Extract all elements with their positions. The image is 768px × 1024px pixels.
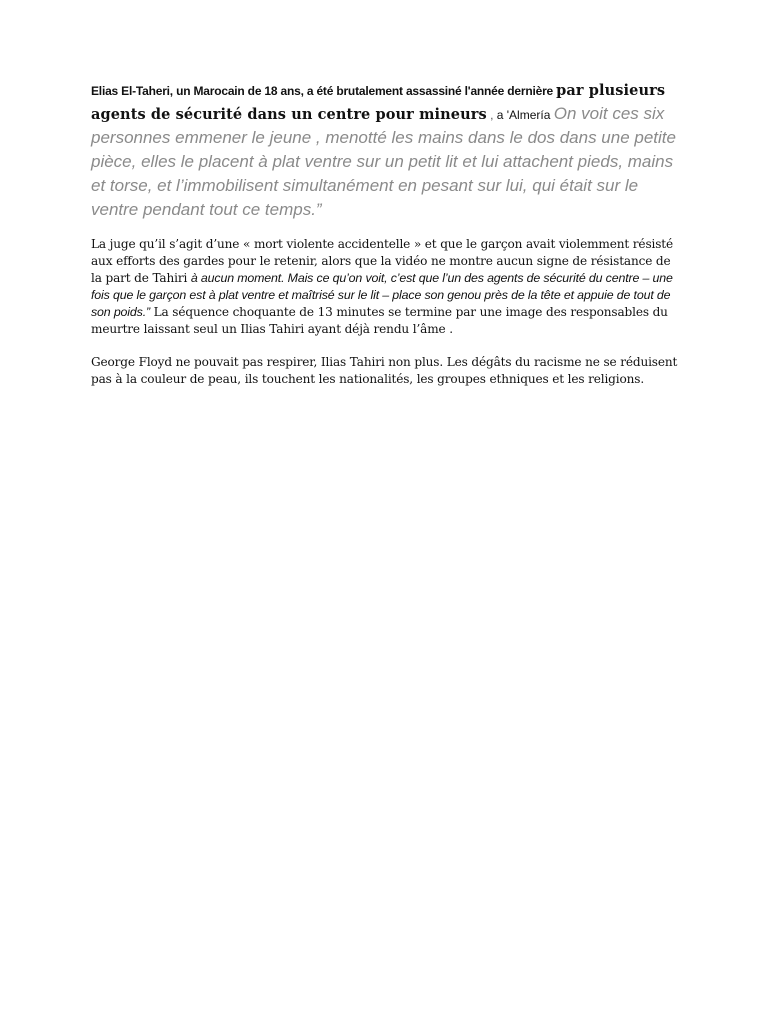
judge-text-2: La séquence choquante de 13 minutes se termine par une image des responsables du meurtre laissant seul un Ilias Tahiri ayant déjà rendu l’âme . xyxy=(91,305,668,336)
intro-location: a 'Almería xyxy=(496,108,554,122)
document-page xyxy=(91,80,681,388)
judge-text-1: La juge qu’il s’agit d’une « mort violente accidentelle » et que le garçon avait violemment résisté aux efforts des gardes pour le retenir, alors que la vidéo ne montre aucun signe de résistance de la part de Tahiri xyxy=(91,237,673,285)
paragraph-conclusion xyxy=(91,354,681,388)
paragraph-intro xyxy=(91,80,681,222)
paragraph-judge xyxy=(91,236,681,338)
intro-bold-text: par plusieurs agents de sécurité dans un centre pour mineurs xyxy=(91,82,666,123)
intro-lead-text: Elias El-Taheri, un Marocain de 18 ans, a été brutalement assassiné l'année dernière xyxy=(91,84,557,98)
judge-italic-quote: à aucun moment. Mais ce qu’on voit, c’est que l’un des agents de sécurité du centre – une fois que le garçon est à plat ventre et maîtrisé sur le lit – place son genou près de la tête et appuie de tout de son poids.” xyxy=(91,271,673,319)
intro-separator: , xyxy=(486,108,497,122)
intro-quote: On voit ces six personnes emmener le jeune , menotté les mains dans le dos dans une petite pièce, elles le placent à plat ventre sur un petit lit et lui attachent pieds, mains et torse, et l’immobilisent simultanément en pesant sur lui, qui était sur le ventre pendant tout ce temps.” xyxy=(91,104,676,219)
conclusion-text: George Floyd ne pouvait pas respirer, Ilias Tahiri non plus. Les dégâts du racisme ne se réduisent pas à la couleur de peau, ils touchent les nationalités, les groupes ethniques et les religions. xyxy=(91,355,678,386)
